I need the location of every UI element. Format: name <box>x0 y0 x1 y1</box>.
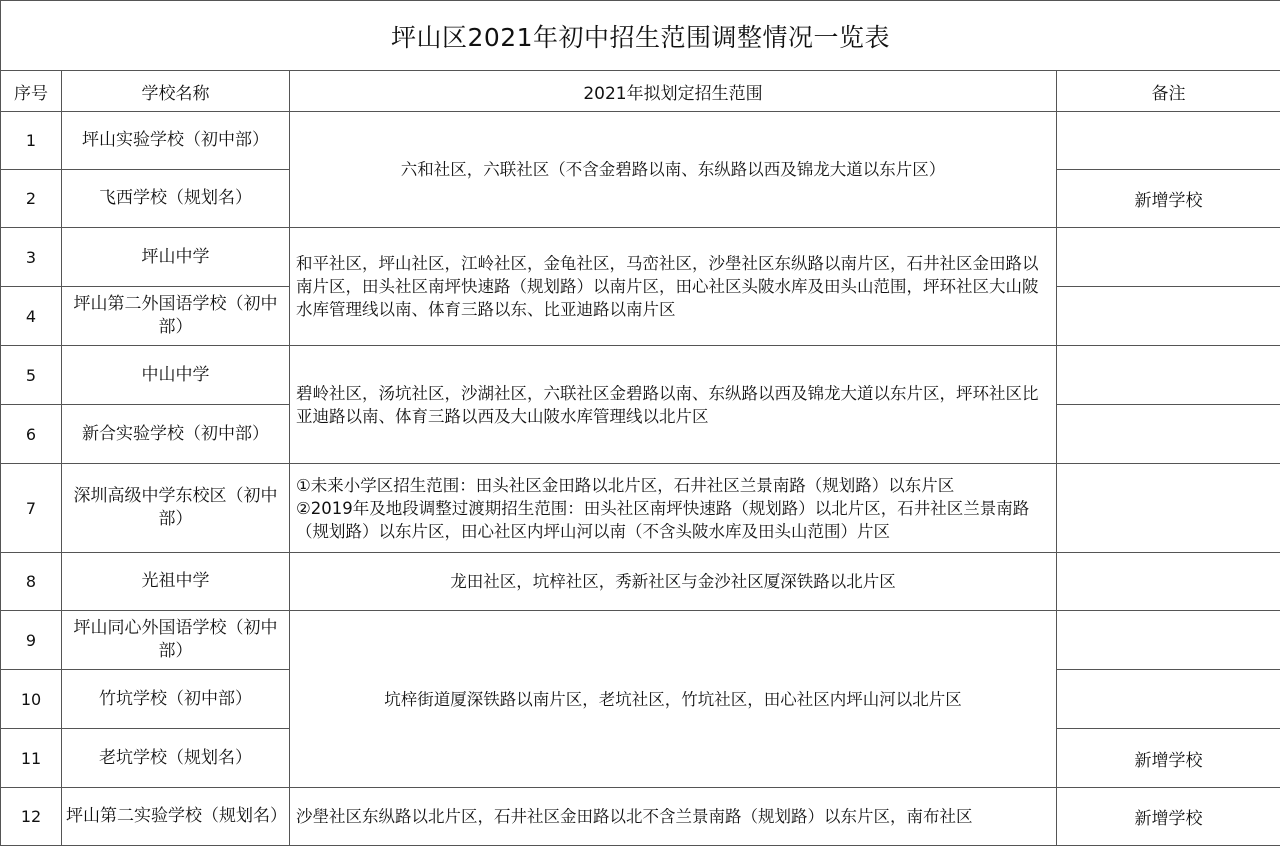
remark-cell <box>1057 112 1280 170</box>
scope-cell: 碧岭社区，汤坑社区，沙湖社区，六联社区金碧路以南、东纵路以西及锦龙大道以东片区，坪环社区比亚迪路以南、体育三路以西及大山陂水库管理线以北片区 <box>290 346 1057 464</box>
table-row <box>1 464 1280 553</box>
seq-cell: 9 <box>1 611 62 670</box>
table-row <box>1 788 1280 846</box>
header-row <box>1 71 1280 112</box>
school-cell: 坪山实验学校（初中部） <box>62 112 290 170</box>
school-cell: 中山中学 <box>62 346 290 405</box>
seq-cell: 7 <box>1 464 62 553</box>
table-row <box>1 611 1280 670</box>
school-cell: 深圳高级中学东校区（初中部） <box>62 464 290 553</box>
seq-cell: 1 <box>1 112 62 170</box>
school-cell: 竹坑学校（初中部） <box>62 670 290 729</box>
seq-cell: 2 <box>1 170 62 228</box>
seq-cell: 4 <box>1 287 62 346</box>
table-row <box>1 346 1280 405</box>
remark-cell: 新增学校 <box>1057 788 1280 846</box>
remark-cell <box>1057 611 1280 670</box>
scope-cell: 坑梓街道厦深铁路以南片区，老坑社区，竹坑社区，田心社区内坪山河以北片区 <box>290 611 1057 788</box>
school-cell: 坪山中学 <box>62 228 290 287</box>
remark-cell <box>1057 553 1280 611</box>
table-row <box>1 553 1280 611</box>
school-cell: 光祖中学 <box>62 553 290 611</box>
table-row <box>1 228 1280 287</box>
header-scope: 2021年拟划定招生范围 <box>290 71 1057 112</box>
scope-line: ①未来小学区招生范围：田头社区金田路以北片区，石井社区兰景南路（规划路）以东片区 <box>296 475 955 495</box>
seq-cell: 11 <box>1 729 62 788</box>
school-cell: 老坑学校（规划名） <box>62 729 290 788</box>
scope-cell: 龙田社区，坑梓社区，秀新社区与金沙社区厦深铁路以北片区 <box>290 553 1057 611</box>
header-seq: 序号 <box>1 71 62 112</box>
header-school: 学校名称 <box>62 71 290 112</box>
scope-cell <box>290 464 1057 553</box>
remark-cell: 新增学校 <box>1057 729 1280 788</box>
school-cell: 坪山第二实验学校（规划名） <box>62 788 290 846</box>
scope-cell: 沙壆社区东纵路以北片区，石井社区金田路以北不含兰景南路（规划路）以东片区，南布社区 <box>290 788 1057 846</box>
seq-cell: 5 <box>1 346 62 405</box>
remark-cell <box>1057 287 1280 346</box>
scope-cell: 和平社区，坪山社区，江岭社区，金龟社区，马峦社区，沙壆社区东纵路以南片区，石井社区金田路以南片区，田头社区南坪快速路（规划路）以南片区，田心社区头陂水库及田头山范围，坪环社区大山陂水库管理线以南、体育三路以东、比亚迪路以南片区 <box>290 228 1057 346</box>
remark-cell <box>1057 346 1280 405</box>
remark-cell <box>1057 464 1280 553</box>
remark-cell <box>1057 405 1280 464</box>
header-remark: 备注 <box>1057 71 1280 112</box>
remark-cell: 新增学校 <box>1057 170 1280 228</box>
seq-cell: 3 <box>1 228 62 287</box>
school-cell: 飞西学校（规划名） <box>62 170 290 228</box>
scope-line: ②2019年及地段调整过渡期招生范围：田头社区南坪快速路（规划路）以北片区，石井社区兰景南路（规划路）以东片区，田心社区内坪山河以南（不含头陂水库及田头山范围）片区 <box>296 498 1030 541</box>
table-title: 坪山区2021年初中招生范围调整情况一览表 <box>1 1 1280 71</box>
school-cell: 坪山同心外国语学校（初中部） <box>62 611 290 670</box>
school-cell: 坪山第二外国语学校（初中部） <box>62 287 290 346</box>
seq-cell: 12 <box>1 788 62 846</box>
remark-cell <box>1057 670 1280 729</box>
seq-cell: 8 <box>1 553 62 611</box>
seq-cell: 6 <box>1 405 62 464</box>
remark-cell <box>1057 228 1280 287</box>
school-cell: 新合实验学校（初中部） <box>62 405 290 464</box>
seq-cell: 10 <box>1 670 62 729</box>
table-row <box>1 112 1280 170</box>
scope-cell: 六和社区，六联社区（不含金碧路以南、东纵路以西及锦龙大道以东片区） <box>290 112 1057 228</box>
